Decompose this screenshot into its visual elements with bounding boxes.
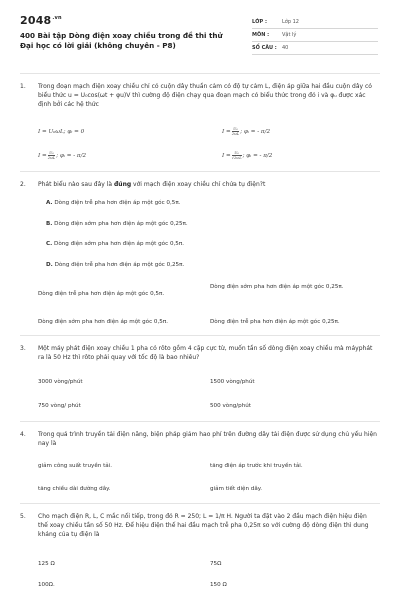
fraction (232, 127, 240, 136)
question-number: 4. (20, 431, 26, 438)
fraction-numerator: U₀ (233, 127, 238, 131)
fraction-denominator: 2ωL (231, 132, 240, 136)
option-letter: D. (46, 262, 53, 268)
option-formula-4[interactable] (222, 151, 272, 160)
question-number: 1. (20, 83, 26, 90)
meta-row-subject (252, 29, 378, 42)
answer-option-1[interactable]: 125 Ω (38, 561, 55, 567)
question-text: Trong quá trình truyền tải điện năng, biện pháp giảm hao phí trên đường dây tải điện được sử dụng chủ yếu hiện nay là (38, 431, 377, 447)
logo-suffix: .vn (52, 15, 62, 22)
answer-option-1[interactable]: giảm công suất truyền tải. (38, 463, 113, 469)
answer-option-4[interactable]: 150 Ω (210, 582, 227, 588)
answer-option-1[interactable]: Dòng điện trễ pha hơn điện áp một góc 0,5π. (38, 291, 165, 297)
question-3 (20, 344, 380, 362)
option-formula-1[interactable] (38, 129, 84, 135)
option-formula-2[interactable] (222, 127, 270, 136)
page-title: 400 Bài tập Dòng điện xoay chiều trong đề thi thử Đại học có lời giải (không chuyên - P8) (20, 31, 223, 50)
answer-option-3[interactable]: tăng chiều dài đường dây. (38, 486, 111, 492)
question-divider (20, 335, 380, 336)
fraction-denominator: 2ωL (47, 156, 56, 160)
option-text: Dòng điện trễ pha hơn điện áp một góc 0,5π. (54, 200, 181, 206)
question-text-part: Phát biểu nào sau đây là (38, 181, 114, 188)
question-2 (20, 180, 380, 189)
answer-option-4[interactable]: Dòng điện trễ pha hơn điện áp một góc 0,25π. (210, 319, 340, 325)
question-emphasis: đúng (114, 181, 132, 188)
meta-value: Lớp 12 (282, 19, 299, 25)
formula-text: I = (38, 153, 47, 159)
question-number: 2. (20, 181, 26, 188)
formula-text: ; φᵢ = - π/2 (242, 153, 273, 159)
question-text: Một máy phát điện xoay chiều 1 pha có rôto gồm 4 cặp cực từ, muốn tần số dòng điện xoay chiều mà máyphát ra là 50 Hz thì rôto phải quay với tốc độ là bao nhiêu? (38, 345, 373, 361)
lettered-option-b (46, 220, 188, 228)
meta-row-count (252, 42, 378, 55)
option-letter: C. (46, 241, 53, 247)
question-divider (20, 421, 380, 422)
fraction-numerator: U₀ (232, 151, 242, 156)
formula-text: I = (222, 153, 231, 159)
fraction-denominator: √2ωL (231, 156, 242, 160)
option-text: Dòng điện sớm pha hơn điện áp một góc 0,5π. (54, 241, 184, 247)
header-divider (20, 73, 380, 74)
question-1 (20, 82, 380, 109)
answer-option-3[interactable]: 750 vòng/ phút (38, 403, 81, 409)
answer-option-2[interactable]: 1500 vòng/phút (210, 379, 255, 385)
question-4 (20, 430, 380, 448)
question-number: 5. (20, 513, 26, 520)
answer-option-3[interactable]: 100Ω. (38, 582, 55, 588)
answer-option-2[interactable]: Dòng điện sớm pha hơn điện áp một góc 0,25π. (210, 284, 344, 290)
formula-text: I = (222, 129, 231, 135)
formula-text: I = U₀ωL; φᵢ = 0 (38, 129, 85, 135)
lettered-option-d (46, 261, 184, 269)
question-divider (20, 171, 380, 172)
meta-value: Vật lý (282, 32, 297, 38)
meta-key: MÔN : (252, 32, 270, 38)
logo-text: 2048 (20, 14, 52, 27)
question-number: 3. (20, 345, 26, 352)
fraction-numerator: U₀ (49, 151, 54, 155)
site-logo[interactable] (20, 14, 62, 27)
question-text: Cho mạch điện R, L, C mắc nối tiếp, trong đó R = 250; L = 1/π H. Người ta đặt vào 2 đầu mạch điện hiệu điện thế xoay chiều tần số 50 Hz. Để hiệu điện thế hai đầu mạch trễ pha 0,25π so với cường độ dòng điện thì dung kháng của tụ điện là (38, 513, 369, 538)
meta-value: 40 (282, 45, 289, 51)
option-formula-3[interactable] (38, 151, 86, 160)
lettered-option-a (46, 199, 180, 207)
question-text (38, 180, 378, 189)
answer-option-2[interactable]: tăng điện áp trước khi truyền tải. (210, 463, 303, 469)
fraction (232, 151, 242, 160)
answer-option-3[interactable]: Dòng điện sớm pha hơn điện áp một góc 0,5π. (38, 319, 168, 325)
meta-key: SỐ CÂU : (252, 45, 277, 51)
option-text: Dòng điện sớm pha hơn điện áp một góc 0,25π. (54, 221, 188, 227)
meta-row-class (252, 16, 378, 29)
question-text-part: với mạch điện xoay chiều chỉ chứa tụ điện?t (131, 181, 266, 188)
question-5 (20, 512, 380, 539)
formula-text: ; φᵢ = - π/2 (56, 153, 87, 159)
meta-table (252, 16, 378, 55)
option-letter: B. (46, 221, 53, 227)
fraction (48, 151, 56, 160)
option-text: Dòng điện trễ pha hơn điện áp một góc 0,25π. (54, 262, 185, 268)
answer-option-2[interactable]: 75Ω (210, 561, 222, 567)
answer-option-1[interactable]: 3000 vòng/phút (38, 379, 83, 385)
question-divider (20, 503, 380, 504)
answer-option-4[interactable]: 500 vòng/phút (210, 403, 252, 409)
lettered-option-c (46, 240, 184, 248)
option-letter: A. (46, 200, 53, 206)
question-text: Trong đoạn mạch điện xoay chiều chỉ có cuộn dây thuần cảm có độ tự cảm L, điện áp giữa hai đầu cuộn dây có biểu thức u = U₀cos(ωt + φu)V thì cường độ điện chạy qua đoạn mạch có biểu thức trong đó i và φᵤ được xác định bởi các hệ thức (38, 83, 372, 108)
meta-key: LỚP : (252, 19, 267, 25)
formula-text: ; φᵢ = - π/2 (240, 129, 271, 135)
answer-option-4[interactable]: giảm tiết diện dây. (210, 486, 263, 492)
